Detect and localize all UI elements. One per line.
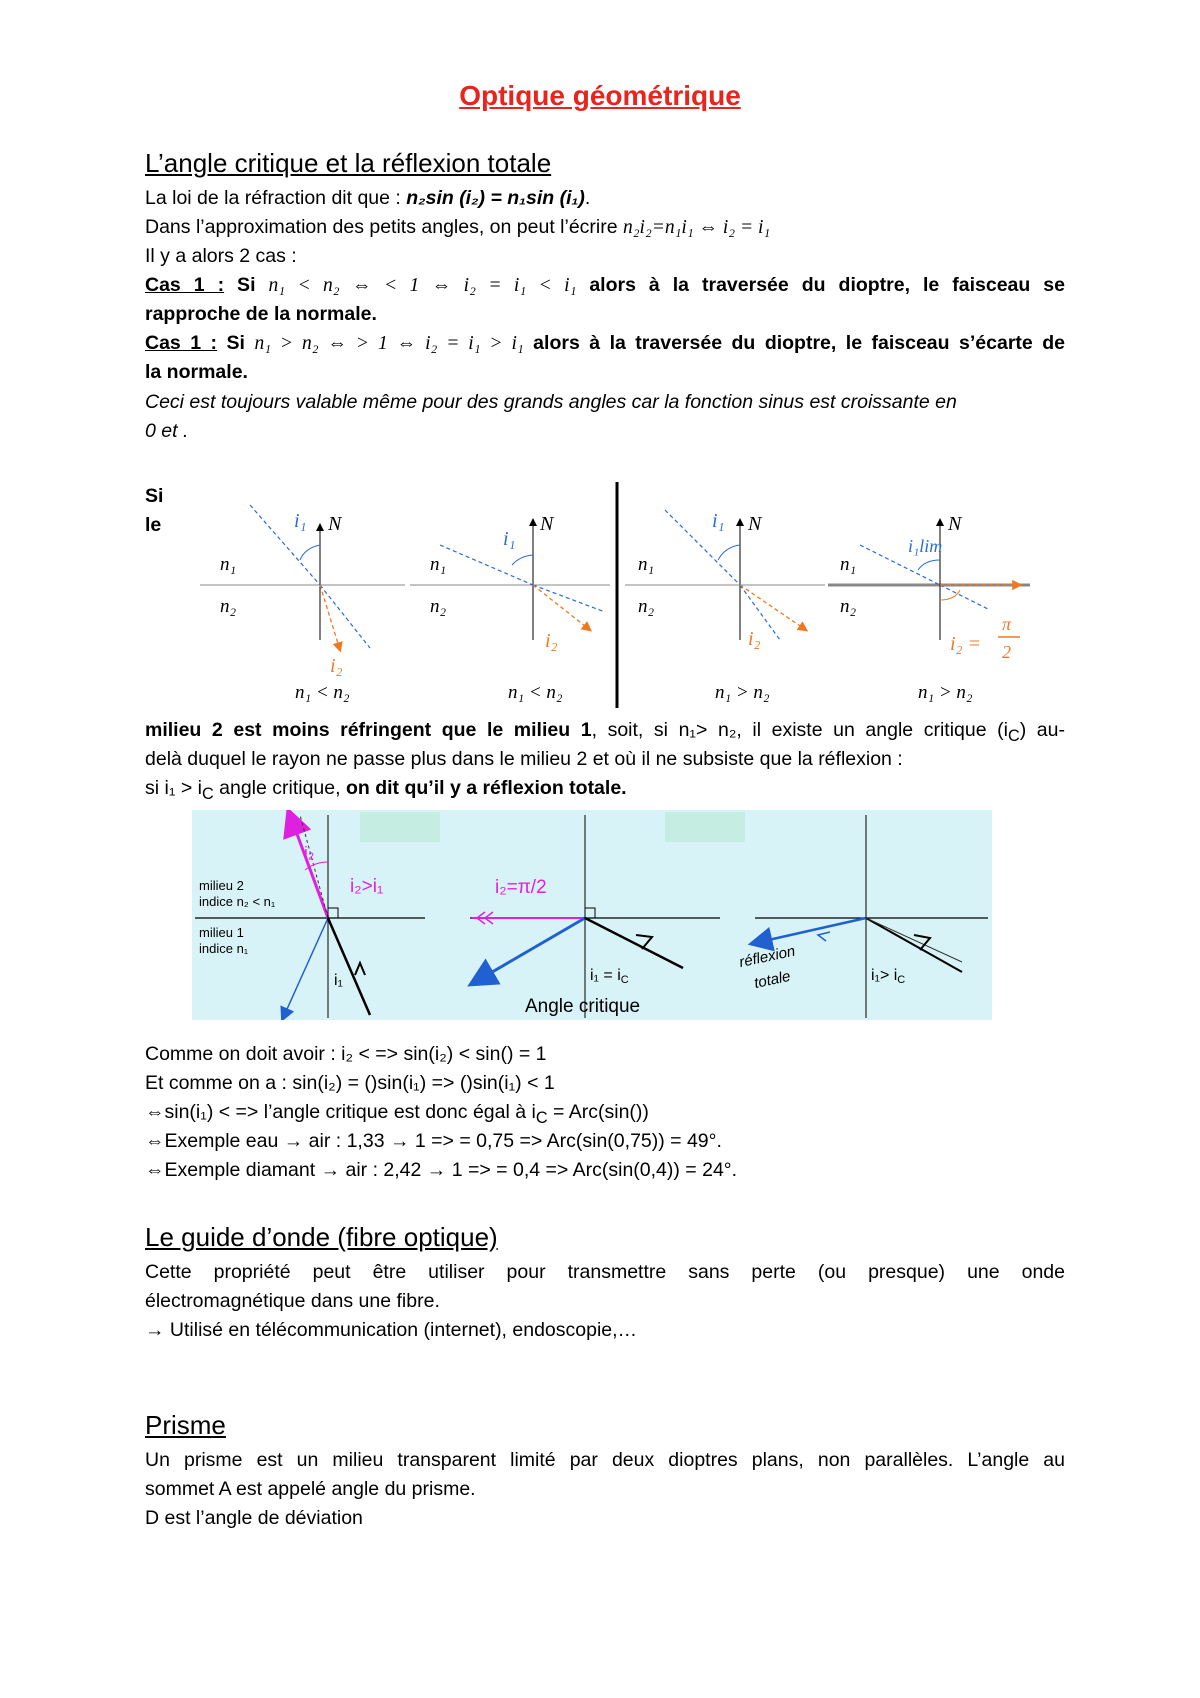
- equation-line-1: Comme on doit avoir : i₂ < => sin(i₂) < sin() = 1: [145, 1043, 547, 1065]
- diagram-1-n1: n₁: [220, 554, 237, 575]
- fig-milieu2-index: indice n₂ < n₁: [199, 894, 276, 909]
- diagram-4-two: 2: [1002, 642, 1011, 662]
- section-heading-prism: Prisme: [145, 1410, 226, 1440]
- fig-p1-i1: i₁: [334, 972, 343, 989]
- case1-line: Cas 1 : Si n₁ < n₂ ⇔ < 1 ⇔ i₂ = i₁ < i₁ alors à la traversée du dioptre, le faisceau se: [145, 274, 1065, 296]
- diagram-2-i2: i₂: [545, 630, 558, 652]
- equation-line-2: Et comme on a : sin(i₂) = ()sin(i₁) => ()sin(i₁) < 1: [145, 1072, 555, 1094]
- diagram-4: [828, 513, 1030, 703]
- diagram-1-normal: N: [328, 513, 342, 535]
- small-angle-line: Dans l’approximation des petits angles, on peut l’écrire n₂i₂=n₁i₁ ⇔ i₂ = i₁: [145, 216, 771, 238]
- sinus-note-line: Ceci est toujours valable même pour des grands angles car la fonction sinus est croissante en: [145, 391, 957, 413]
- fig-p2-caption: Angle critique: [525, 996, 641, 1017]
- diagram-4-normal: N: [948, 513, 962, 535]
- fig-p3-totale: totale: [752, 967, 793, 993]
- fig-p2-ic: i₁ = iC: [590, 967, 629, 986]
- diagram-1-i1: i₁: [294, 510, 307, 532]
- section-heading-waveguide: Le guide d’onde (fibre optique): [145, 1222, 498, 1252]
- section-heading-critical-angle: L’angle critique et la réflexion totale: [145, 148, 552, 178]
- si-text: Si: [145, 485, 164, 507]
- two-cases-line: Il y a alors 2 cas :: [145, 245, 297, 267]
- prism-line-3: D est l’angle de déviation: [145, 1507, 363, 1529]
- diagram-2-normal: N: [540, 513, 554, 535]
- waveguide-line-3: → Utilisé en télécommunication (internet), endoscopie,…: [145, 1319, 638, 1341]
- equation-line-4: ⇔Exemple eau → air : 1,33 → 1 => = 0,75 => Arc(sin(0,75)) = 49°.: [145, 1130, 722, 1152]
- diagram-2-caption: n₁ < n₂: [508, 682, 563, 703]
- diagram-3-n1: n₁: [638, 554, 655, 575]
- diagram-4-i1lim: i₁lim: [908, 536, 943, 556]
- arrow-icon: →: [283, 1130, 304, 1152]
- diagram-2-i1: i₁: [503, 528, 516, 550]
- waveguide-line-2: électromagnétique dans une fibre.: [145, 1290, 440, 1312]
- case1-line-end: rapproche de la normale.: [145, 303, 377, 325]
- fig-milieu2-label: milieu 2: [199, 878, 244, 893]
- diagram-3-n2: n₂: [638, 596, 655, 617]
- fig-p3-reflexion: réflexion: [737, 942, 797, 972]
- fig-p1-i2: i₂: [304, 843, 315, 862]
- waveguide-line-1: Cette propriété peut être utiliser pour transmettre sans perte (ou presque) une onde: [145, 1261, 1065, 1283]
- figure-background: [192, 810, 992, 1020]
- fig-p2-pi-half: i₂=π/2: [495, 877, 547, 898]
- diagram-2-n1: n₁: [430, 554, 447, 575]
- critical-angle-para-2: delà duquel le rayon ne passe plus dans le milieu 2 et où il ne subsiste que la réflexion :: [145, 748, 903, 770]
- diagram-4-i2: i₂ =: [950, 633, 982, 655]
- fig-p3-ic: i₁> iC: [871, 967, 906, 986]
- diagram-2-n2: n₂: [430, 596, 447, 617]
- refraction-diagrams: [190, 480, 1040, 710]
- equation-line-3: ⇔sin(i₁) < => l’angle critique est donc égal à $i_C = Arc(\sin())$: [145, 1101, 649, 1127]
- fig-milieu1-label: milieu 1: [199, 925, 244, 940]
- prism-line-1: Un prisme est un milieu transparent limité par deux dioptres plans, non parallèles. L’angle au: [145, 1449, 1065, 1471]
- refraction-law-line: La loi de la réfraction dit que : n₂sin (i₂) = n₁sin (i₁).: [145, 187, 591, 209]
- equation-line-5: ⇔Exemple diamant → air : 2,42 → 1 => = 0,4 => Arc(sin(0,4)) = 24°.: [145, 1159, 738, 1181]
- critical-angle-para-1: milieu 2 est moins réfringent que le milieu 1, soit, si n₁> n₂, il existe un angle critique $(i_C)$ au-: [145, 719, 1065, 745]
- diagram-4-n2: n₂: [840, 596, 857, 617]
- total-reflection-figure: [192, 810, 992, 1020]
- diagram-3-i1: i₁: [712, 510, 725, 532]
- case2-line: Cas 1 : Si n₁ > n₂ ⇔ > 1 ⇔ i₂ = i₁ > i₁ alors à la traversée du dioptre, le faisceau s’écarte de: [145, 332, 1065, 354]
- arrow-icon: →: [426, 1159, 447, 1181]
- prism-line-2: sommet A est appelé angle du prisme.: [145, 1478, 476, 1500]
- arrow-icon: →: [145, 1319, 165, 1341]
- diagram-3: [625, 510, 825, 703]
- diagram-1-i2: i₂: [330, 655, 343, 677]
- arrow-icon: →: [320, 1159, 341, 1181]
- arrow-icon: →: [389, 1130, 410, 1152]
- fig-p1-relation: i₂>i₁: [350, 876, 384, 897]
- diagram-2: [410, 513, 610, 703]
- diagram-3-i2: i₂: [748, 628, 761, 650]
- diagram-1: [200, 505, 405, 703]
- fig-milieu1-index: indice n₁: [199, 941, 249, 956]
- critical-angle-para-3: si $i_1 > i_C$ angle critique, on dit qu’il y a réflexion totale.: [145, 777, 627, 803]
- diagram-1-n2: n₂: [220, 596, 237, 617]
- le-text: le: [145, 514, 162, 536]
- diagram-3-caption: n₁ > n₂: [715, 682, 770, 703]
- diagram-1-caption: n₁ < n₂: [295, 682, 350, 703]
- sinus-note-line-end: 0 et .: [145, 420, 189, 442]
- diagram-4-n1: n₁: [840, 554, 857, 575]
- diagram-4-pi: π: [1002, 614, 1012, 634]
- diagram-4-caption: n₁ > n₂: [918, 682, 973, 703]
- case2-line-end: la normale.: [145, 361, 248, 383]
- diagram-3-normal: N: [748, 513, 762, 535]
- page-title: Optique géométrique: [459, 80, 741, 111]
